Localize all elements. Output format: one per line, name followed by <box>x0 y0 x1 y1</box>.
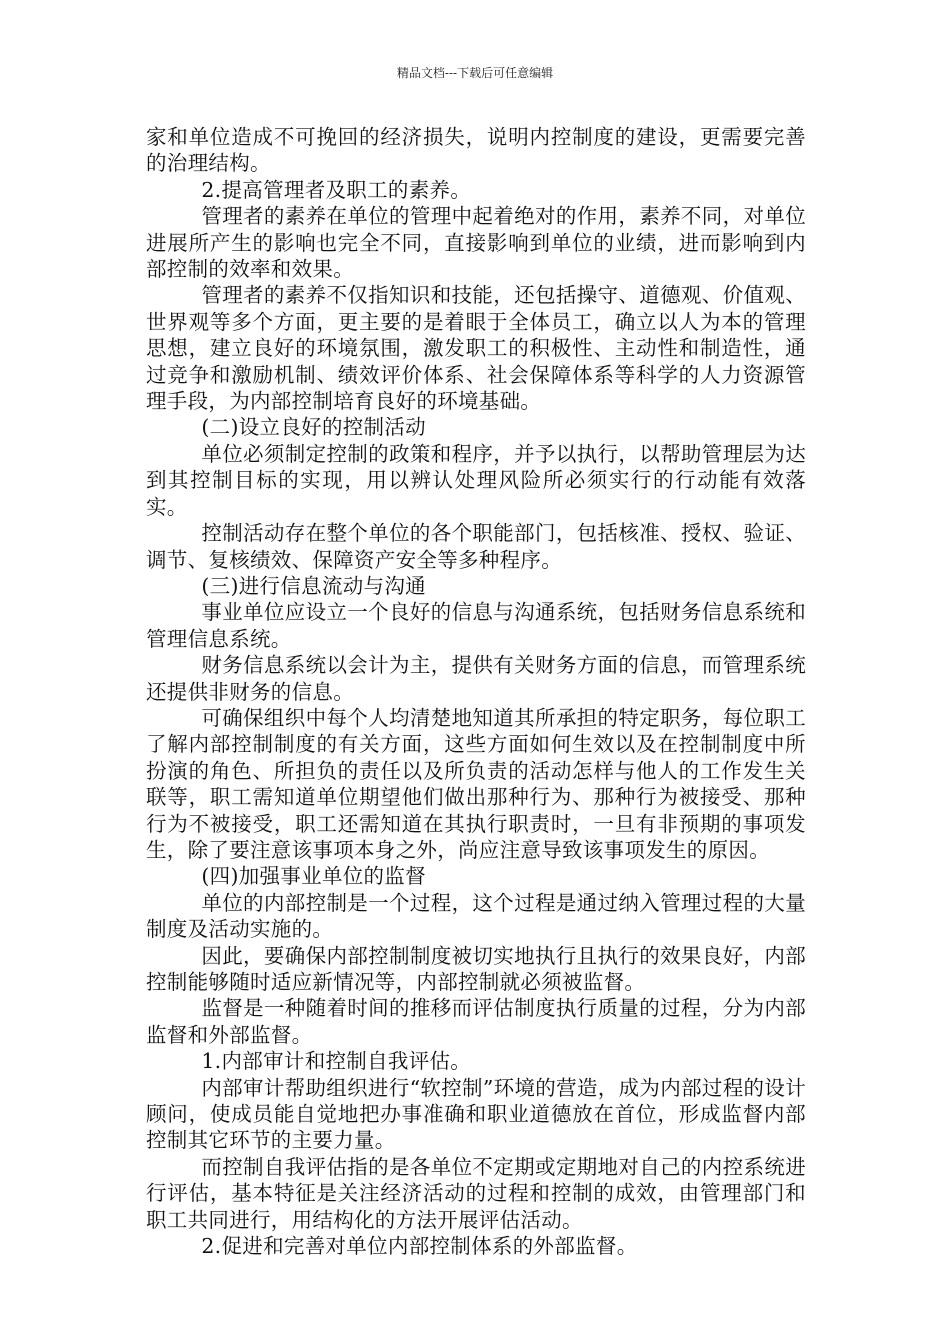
paragraph: 因此，要确保内部控制制度被切实地执行且执行的效果良好，内部控制能够随时适应新情况等，内部控制就必须被监督。 <box>146 943 806 994</box>
paragraph: 监督是一种随着时间的推移而评估制度执行质量的过程，分为内部监督和外部监督。 <box>146 996 806 1047</box>
section-heading: 2.提高管理者及职工的素养。 <box>201 177 472 202</box>
paragraph: 管理者的素养在单位的管理中起着绝对的作用，素养不同，对单位进展所产生的影响也完全不同，直接影响到单位的业绩，进而影响到内部控制的效率和效果。 <box>146 204 806 282</box>
section-heading: 2.促进和完善对单位内部控制体系的外部监督。 <box>201 1234 638 1259</box>
section-heading: (四)加强事业单位的监督 <box>201 864 426 889</box>
section-heading: 1.内部审计和控制自我评估。 <box>201 1049 472 1074</box>
page-header: 精品文档---下载后可任意编辑 <box>396 66 554 80</box>
paragraph: 单位的内部控制是一个过程，这个过程是通过纳入管理过程的大量制度及活动实施的。 <box>146 890 806 942</box>
paragraph: 控制活动存在整个单位的各个职能部门，包括核准、授权、验证、调节、复核绩效、保障资产安全等多种程序。 <box>146 521 806 572</box>
paragraph: 内部审计帮助组织进行“软控制”环境的营造，成为内部过程的设计顾问，使成员能自觉地把办事准确和职业道德放在首位，形成监督内部控制其它环节的主要力量。 <box>146 1075 806 1153</box>
section-heading: (三)进行信息流动与沟通 <box>201 573 426 598</box>
paragraph: 家和单位造成不可挽回的经济损失，说明内控制度的建设，更需要完善的治理结构。 <box>146 125 806 176</box>
paragraph: 事业单位应设立一个良好的信息与沟通系统，包括财务信息系统和管理信息系统。 <box>146 600 806 651</box>
paragraph: 可确保组织中每个人均清楚地知道其所承担的特定职务，每位职工了解内部控制制度的有关方面，这些方面如何生效以及在控制制度中所扮演的角色、所担负的责任以及所负责的活动怎样与他人的工作发生关联等，职工需知道单位期望他们做出那种行为、那种行为被接受、那种行为不被接受，职工还需知道在其执行职责时，一旦有非预期的事项发生，除了要注意该事项本身之外，尚应注意导致该事项发生的原因。 <box>146 705 806 862</box>
paragraph: 财务信息系统以会计为主，提供有关财务方面的信息，而管理系统还提供非财务的信息。 <box>146 653 806 704</box>
paragraph: 而控制自我评估指的是各单位不定期或定期地对自己的内控系统进行评估，基本特征是关注经济活动的过程和控制的成效，由管理部门和职工共同进行，用结构化的方法开展评估活动。 <box>146 1154 806 1232</box>
paragraph: 管理者的素养不仅指知识和技能，还包括操守、道德观、价值观、世界观等多个方面，更主要的是着眼于全体员工，确立以人为本的管理思想，建立良好的环境氛围，激发职工的积极性、主动性和制造性，通过竞争和激励机制、绩效评价体系、社会保障体系等科学的人力资源管理手段，为内部控制培育良好的环境基础。 <box>146 283 806 414</box>
paragraph: 单位必须制定控制的政策和程序，并予以执行，以帮助管理层为达到其控制目标的实现，用以辨认处理风险所必须实行的行动能有效落实。 <box>146 441 806 519</box>
document-body <box>146 124 806 1259</box>
section-heading: (二)设立良好的控制活动 <box>201 415 426 440</box>
